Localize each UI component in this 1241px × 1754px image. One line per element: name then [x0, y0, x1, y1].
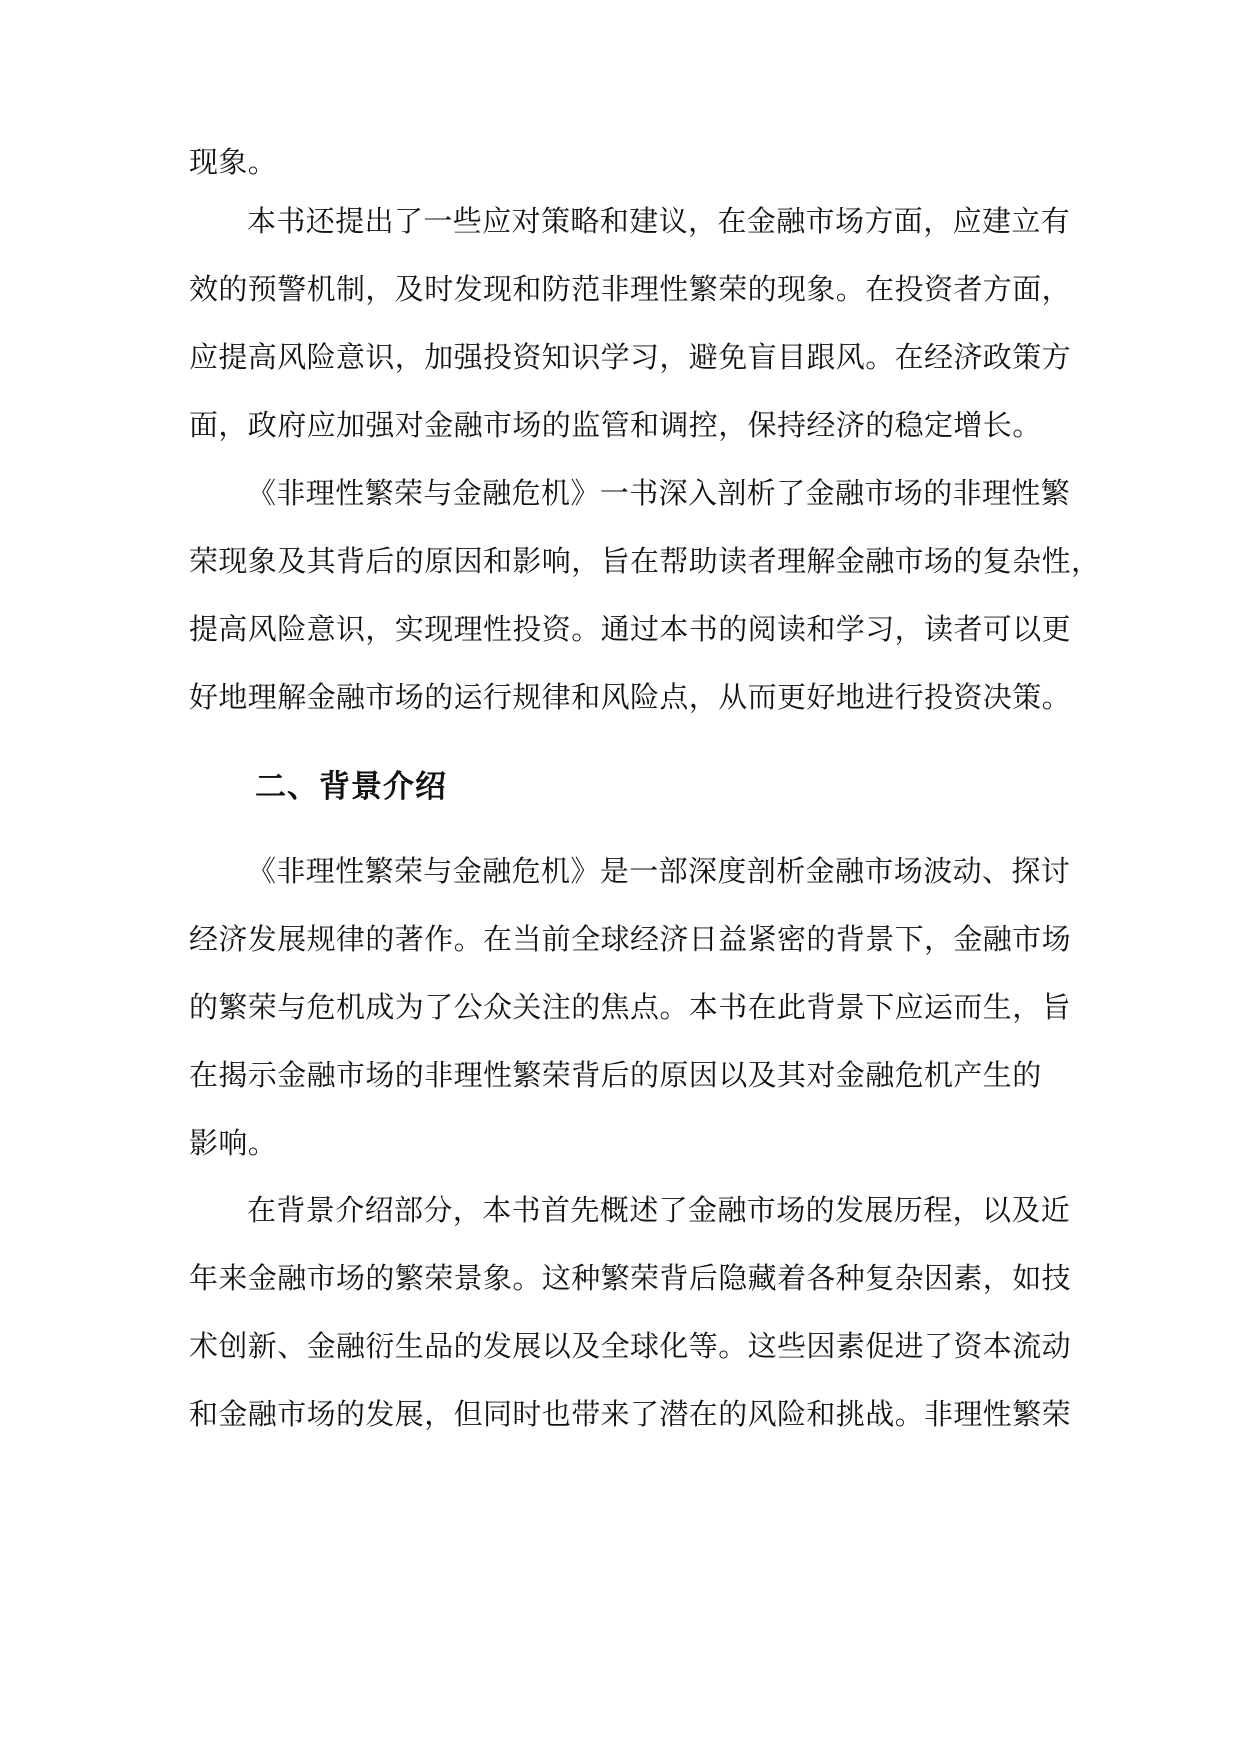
paragraph-line: 《非理性繁荣与金融危机》一书深入剖析了金融市场的非理性繁 — [247, 476, 1071, 510]
paragraph-line: 影响。 — [189, 1126, 278, 1160]
paragraph-line: 本书还提出了一些应对策略和建议，在金融市场方面，应建立有 — [247, 204, 1071, 238]
paragraph-line: 的繁荣与危机成为了公众关注的焦点。本书在此背景下应运而生，旨 — [189, 990, 1072, 1024]
paragraph-line: 效的预警机制，及时发现和防范非理性繁荣的现象。在投资者方面， — [189, 272, 1072, 306]
paragraph-line: 面，政府应加强对金融市场的监管和调控，保持经济的稳定增长。 — [189, 408, 1042, 442]
paragraph-line: 年来金融市场的繁荣景象。这种繁荣背后隐藏着各种复杂因素，如技 — [189, 1261, 1072, 1295]
paragraph-line: 《非理性繁荣与金融危机》是一部深度剖析金融市场波动、探讨 — [247, 854, 1071, 888]
paragraph-line: 荣现象及其背后的原因和影响，旨在帮助读者理解金融市场的复杂性， — [189, 544, 1101, 578]
paragraph-line: 经济发展规律的著作。在当前全球经济日益紧密的背景下，金融市场 — [189, 922, 1072, 956]
paragraph-line: 在揭示金融市场的非理性繁荣背后的原因以及其对金融危机产生的 — [189, 1058, 1042, 1092]
paragraph-line: 和金融市场的发展，但同时也带来了潜在的风险和挑战。非理性繁荣 — [189, 1397, 1072, 1431]
paragraph-line: 提高风险意识，实现理性投资。通过本书的阅读和学习，读者可以更 — [189, 612, 1072, 646]
paragraph-line: 应提高风险意识，加强投资知识学习，避免盲目跟风。在经济政策方 — [189, 340, 1072, 374]
paragraph-line: 好地理解金融市场的运行规律和风险点，从而更好地进行投资决策。 — [189, 680, 1072, 714]
paragraph-line: 现象。 — [189, 145, 278, 179]
section-heading: 二、背景介绍 — [255, 769, 447, 805]
paragraph-line: 在背景介绍部分，本书首先概述了金融市场的发展历程，以及近 — [247, 1193, 1071, 1227]
paragraph-line: 术创新、金融衍生品的发展以及全球化等。这些因素促进了资本流动 — [189, 1329, 1072, 1363]
